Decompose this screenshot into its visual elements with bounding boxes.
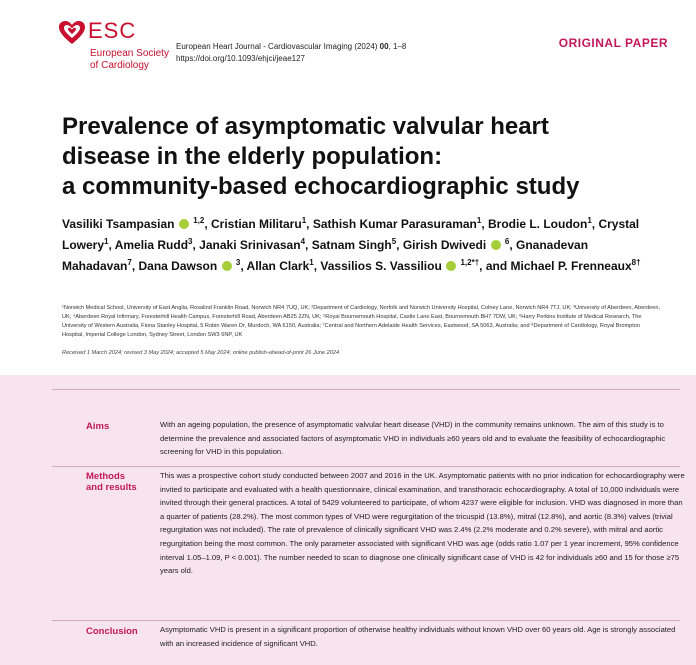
- received-dates: Received 1 March 2024; revised 3 May 2024; accepted 5 May 2024; online publish-ahead-of-print 26 June 2024: [62, 350, 340, 356]
- author-affiliation-ref: 1,2*†: [460, 258, 480, 267]
- orcid-icon[interactable]: [222, 261, 232, 271]
- author-separator: ,: [313, 259, 321, 273]
- author-separator: ,: [192, 238, 200, 252]
- author-affiliation-ref: 1: [587, 216, 592, 225]
- author-separator: ,: [108, 238, 115, 252]
- author-separator: ,: [481, 217, 488, 231]
- author-separator: ,: [305, 238, 312, 252]
- author-affiliation-ref: 6: [504, 237, 510, 246]
- author-affiliation-ref: 1: [104, 237, 109, 246]
- author-name[interactable]: Brodie L. Loudon: [488, 217, 588, 231]
- divider: [52, 620, 680, 621]
- conclusion-label: Conclusion: [86, 626, 138, 637]
- author-name[interactable]: Michael P. Frenneaux: [510, 259, 632, 273]
- heart-logo-icon: [58, 20, 86, 46]
- author-affiliation-ref: 1: [309, 258, 314, 267]
- doi-link[interactable]: https://doi.org/10.1093/ehjci/jeae127: [176, 54, 305, 63]
- author-name[interactable]: Girish Dwivedi: [402, 238, 487, 252]
- esc-full-name: European Society of Cardiology: [90, 48, 169, 71]
- structured-abstract: [0, 375, 696, 665]
- author-name[interactable]: Amelia Rudd: [114, 238, 189, 252]
- author-separator: ,: [240, 259, 247, 273]
- journal-volume: 00: [379, 42, 389, 51]
- author-separator: , and: [479, 259, 511, 273]
- divider: [52, 389, 680, 390]
- journal-pages: , 1–8: [388, 42, 407, 51]
- author-affiliation-ref: 1: [476, 216, 482, 225]
- author-separator: ,: [591, 217, 599, 231]
- author-name[interactable]: Satnam Singh: [311, 238, 392, 252]
- author-name[interactable]: Cristian Militaru: [211, 217, 302, 231]
- article-title: Prevalence of asymptomatic valvular heart disease in the elderly population: a community-based echocardiographic study: [62, 113, 580, 200]
- article-type: ORIGINAL PAPER: [558, 36, 668, 50]
- esc-logo[interactable]: [58, 20, 168, 76]
- author-affiliation-ref: 8†: [631, 258, 641, 267]
- author-affiliation-ref: 1: [301, 216, 307, 225]
- methods-text: This was a prospective cohort study conducted between 2007 and 2016 in the UK. Asymptomatic patients with no prior indication for echocardiography were invited to participate and evaluated with a health questionnaire, clinical examination, and transthoracic echocardiography. A total of 10,000 individuals were invited through their general practices. A total of 5429 volunteered to participate, of whom 4237 were eligible for inclusion. VHD was diagnosed in more than a quarter of patients (28.2%). The most common types of VHD were regurgitation of the tricuspid (13.8%), mitral (12.8%), and aortic (8.3%) valves (trivial regurgitation was not included). The rate of prevalence of clinically significant VHD was 2.4% (2.2% moderate and 0.2% severe), with mitral and aortic regurgitation being the most common. The only parameter associated with significant VHD was age (odds ratio 1.07 per 1 year increment, 95% confidence interval 1.05–1.09, P < 0.001). The number needed to scan to diagnose one clinically significant case of VHD is 42 for individuals ≥60 and 15 for those ≥75 years old.: [160, 471, 685, 576]
- page-header: [0, 0, 696, 80]
- author-separator: ,: [131, 259, 139, 273]
- author-name[interactable]: Gnanadevan Mahadavan: [62, 238, 589, 273]
- author-separator: ,: [306, 217, 313, 231]
- author-separator: ,: [204, 217, 211, 231]
- author-name[interactable]: Dana Dawson: [138, 259, 218, 273]
- author-affiliation-ref: 3: [235, 258, 241, 267]
- author-separator: ,: [509, 238, 516, 252]
- author-list: [62, 212, 662, 275]
- author-name[interactable]: Vassilios S. Vassiliou: [320, 259, 442, 273]
- aims-label: Aims: [86, 421, 110, 432]
- author-affiliation-ref: 7: [127, 258, 132, 267]
- author-name[interactable]: Allan Clark: [246, 259, 310, 273]
- author-affiliation-ref: 4: [300, 237, 306, 246]
- methods-label: Methods and results: [86, 471, 137, 493]
- author-name[interactable]: Sathish Kumar Parasuraman: [312, 217, 477, 231]
- esc-abbrev: ESC: [88, 18, 137, 43]
- author-name[interactable]: Vasiliki Tsampasian: [62, 217, 175, 231]
- author-name[interactable]: Crystal Lowery: [62, 217, 640, 252]
- author-name[interactable]: Janaki Srinivasan: [199, 238, 301, 252]
- author-affiliation-ref: 1,2: [193, 216, 205, 225]
- conclusion-text: Asymptomatic VHD is present in a significant proportion of otherwise healthy individuals without known VHD over 60 years old. Age is strongly associated with an increased incidence of significant VHD.: [160, 625, 676, 648]
- journal-name: European Heart Journal - Cardiovascular Imaging (2024): [176, 42, 378, 51]
- author-separator: ,: [396, 238, 403, 252]
- orcid-icon[interactable]: [179, 219, 189, 229]
- orcid-icon[interactable]: [491, 240, 501, 250]
- divider: [52, 466, 680, 467]
- author-affiliation-ref: 3: [188, 237, 193, 246]
- aims-text: With an ageing population, the presence of asymptomatic valvular heart disease (VHD) in the community remains unknown. The aim of this study is to determine the prevalence and associated factors of asymptomatic VHD in individuals ≥60 years old and to evaluate the feasibility of echocardiographic screening for VHD in this population.: [160, 420, 666, 457]
- orcid-icon[interactable]: [446, 261, 456, 271]
- journal-citation: [176, 41, 406, 65]
- author-affiliation-ref: 5: [391, 237, 397, 246]
- affiliations: ¹Norwich Medical School, University of East Anglia, Rosalind Franklin Road, Norwich NR4 7UQ, UK; ²Department of Cardiology, Norfolk and Norwich University Hospital, Colney Lane, Norwich NR4 7TJ, UK; ³University of Aberdeen, Aberdeen, UK; ⁴Aberdeen Royal Infirmary, Foresterhill Health Campus, Foresterhill Road, Aberdeen AB25 2ZN, UK; ⁵Royal Bournemouth Hospital, Castle Lane East, Bournemouth BH7 7DW, UK; ⁶Harry Perkins Institute of Medical Research, The University of Western Australia, Fiona Stanley Hospital, 5 Robin Waren Dr, Murdoch, WA 6150, Australia; ⁷Central and Northern Adelaide Health Services, Eastwood, SA 5063, Australia; and ⁸Department of Cardiology, Royal Brompton Hospital, Imperial College London, Sydney Street, London SW3 6NP, UK: [62, 305, 661, 338]
